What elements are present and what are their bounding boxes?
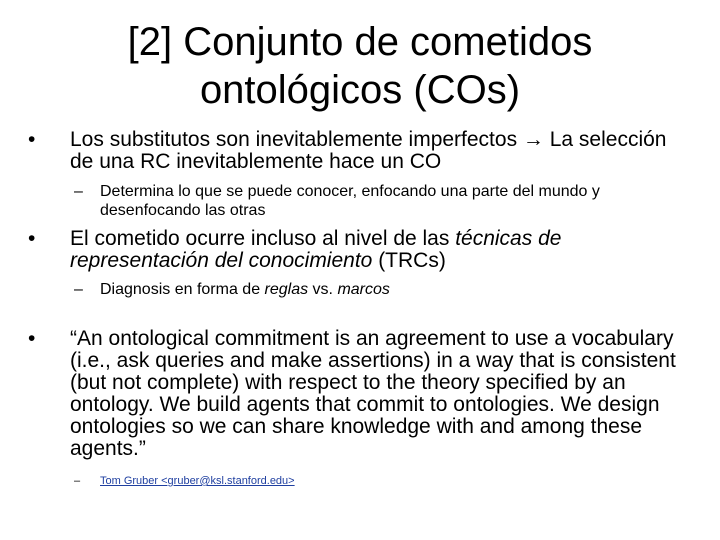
bullet-2-sub [74, 280, 690, 299]
bullet-2 [28, 227, 690, 272]
slide-title [40, 18, 680, 114]
bullet-2-sub-em2: marcos [337, 281, 390, 298]
bullet-1-text: Los substitutos son inevitablemente imperfectos → La selección de una RC inevitablemente hace un CO [70, 128, 667, 173]
bullet-2-sub-em1: reglas [264, 281, 309, 298]
bullet-1-sub [74, 182, 690, 220]
bullet-3-sub [74, 474, 295, 488]
bullet-2-sub-text-b: vs. [308, 281, 338, 298]
bullet-1 [28, 128, 690, 173]
bullet-marker: • [28, 327, 36, 350]
bullet-marker: • [28, 128, 36, 151]
bullet-2-sub-text-a: Diagnosis en forma de [100, 281, 265, 298]
bullet-2-text-em: técnicas de representación del conocimiento [70, 227, 562, 272]
sub-bullet-marker: – [74, 281, 83, 298]
sub-bullet-marker: – [74, 183, 83, 200]
title-line-1: [2] Conjunto de cometidos [127, 20, 593, 64]
bullet-2-text-b: (TRCs) [372, 249, 446, 272]
bullet-3-quote: “An ontological commitment is an agreement to use a vocabulary (i.e., ask queries and make assertions) in a way that is consistent (but not complete) with respect to the theory specified by an ontology. We build agents that commit to ontologies. We design ontologies so we can share knowledge with and among these agents.” [70, 327, 676, 460]
sub-bullet-marker: – [74, 475, 81, 487]
title-line-2: ontológicos (COs) [199, 68, 521, 112]
author-link[interactable]: Tom Gruber <gruber@ksl.stanford.edu> [100, 475, 295, 487]
bullet-3 [28, 327, 690, 460]
bullet-2-text-a: El cometido ocurre incluso al nivel de las [70, 227, 456, 250]
bullet-marker: • [28, 227, 36, 250]
bullet-1-sub-text: Determina lo que se puede conocer, enfocando una parte del mundo y desenfocando las otras [100, 183, 600, 219]
